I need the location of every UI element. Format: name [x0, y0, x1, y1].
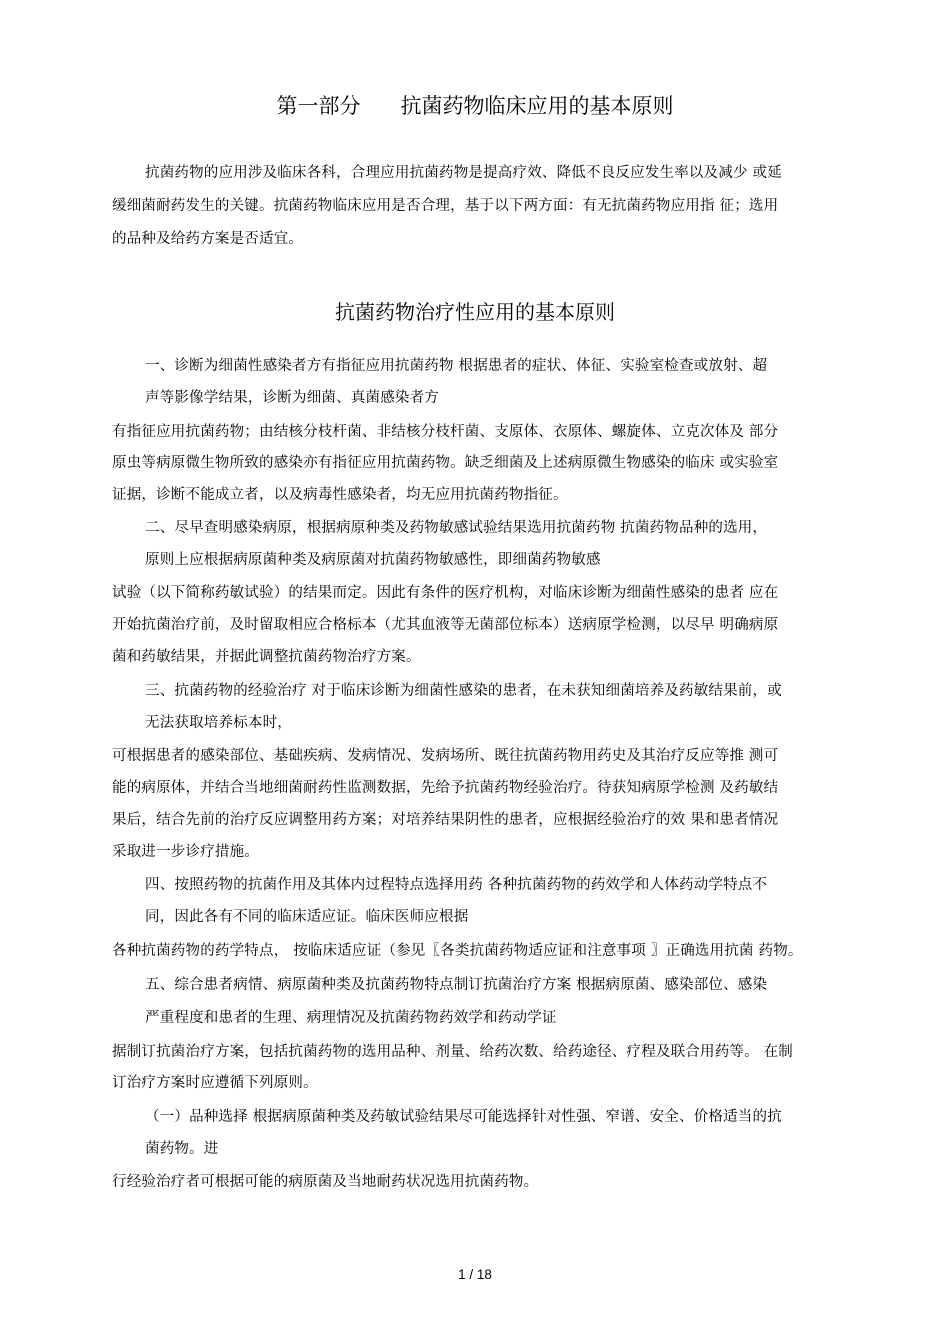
paragraph-line: 开始抗菌治疗前，及时留取相应合格标本（尤其血液等无菌部位标本）送病原学检测，以尽早 明确病原 — [112, 617, 779, 633]
paragraph-line: 果后，结合先前的治疗反应调整用药方案；对培养结果阴性的患者，应根据经验治疗的效 果和患者情况 — [112, 812, 779, 828]
paragraph-line: 各种抗菌药物的药学特点， 按临床适应证（参见〖各类抗菌药物适应证和注意事项 〗正确选用抗菌 药物。 — [112, 943, 803, 959]
page-number: 1 / 18 — [458, 1267, 492, 1282]
page-title: 第一部分 抗菌药物临床应用的基本原则 — [276, 94, 674, 118]
paragraph-line: 三、抗菌药物的经验治疗 对于临床诊断为细菌性感染的患者，在未获知细菌培养及药敏结果前，或 — [145, 683, 782, 699]
paragraph-line: 有指征应用抗菌药物；由结核分枝杆菌、非结核分枝杆菌、支原体、衣原体、螺旋体、立克次体及 部分 — [112, 424, 779, 440]
section-title: 抗菌药物治疗性应用的基本原则 — [335, 300, 615, 324]
paragraph-line: 二、尽早查明感染病原，根据病原种类及药物敏感试验结果选用抗菌药物 抗菌药物品种的选用， — [145, 520, 768, 536]
paragraph-line: 抗菌药物的应用涉及临床各科，合理应用抗菌药物是提高疗效、降低不良反应发生率以及减少 或延 — [145, 165, 782, 181]
paragraph-line: 四、按照药物的抗菌作用及其体内过程特点选择用药 各种抗菌药物的药效学和人体药动学特点不 — [145, 877, 768, 893]
paragraph-line: 行经验治疗者可根据可能的病原菌及当地耐药状况选用抗菌药物。 — [112, 1174, 539, 1190]
paragraph-line: 采取进一步诊疗措施。 — [112, 844, 259, 860]
paragraph-line: 缓细菌耐药发生的关键。抗菌药物临床应用是否合理，基于以下两方面：有无抗菌药物应用指 征；选用 — [112, 198, 779, 214]
paragraph-line: 的品种及给药方案是否适宜。 — [112, 231, 304, 247]
paragraph-line: 原则上应根据病原菌种类及病原菌对抗菌药物敏感性，即细菌药物敏感 — [145, 552, 601, 568]
paragraph-line: 能的病原体，并结合当地细菌耐药性监测数据，先给予抗菌药物经验治疗。待获知病原学检测 及药敏结 — [112, 780, 779, 796]
paragraph-line: 菌和药敏结果，并据此调整抗菌药物治疗方案。 — [112, 649, 421, 665]
paragraph-line: 菌药物。进 — [145, 1141, 219, 1157]
paragraph-line: （一）品种选择 根据病原菌种类及药敏试验结果尽可能选择针对性强、窄谱、安全、价格适当的抗 — [145, 1109, 782, 1125]
paragraph-line: 订治疗方案时应遵循下列原则。 — [112, 1075, 318, 1091]
paragraph-line: 证据，诊断不能成立者，以及病毒性感染者，均无应用抗菌药物指征。 — [112, 487, 568, 503]
paragraph-line: 一、诊断为细菌性感染者方有指征应用抗菌药物 根据患者的症状、体征、实验室检查或放射、超 — [145, 358, 768, 374]
paragraph-line: 无法获取培养标本时， — [145, 715, 292, 731]
paragraph-line: 原虫等病原微生物所致的感染亦有指征应用抗菌药物。缺乏细菌及上述病原微生物感染的临床 或实验室 — [112, 455, 779, 471]
paragraph-line: 声等影像学结果，诊断为细菌、真菌感染者方 — [145, 390, 439, 406]
paragraph-line: 可根据患者的感染部位、基础疾病、发病情况、发病场所、既往抗菌药物用药史及其治疗反应等推 测可 — [112, 748, 779, 764]
paragraph-line: 严重程度和患者的生理、病理情况及抗菌药物药效学和药动学证 — [145, 1010, 557, 1026]
paragraph-line: 五、综合患者病情、病原菌种类及抗菌药物特点制订抗菌治疗方案 根据病原菌、感染部位、感染 — [145, 977, 768, 993]
paragraph-line: 据制订抗菌治疗方案，包括抗菌药物的选用品种、剂量、给药次数、给药途径、疗程及联合用药等。 在制 — [112, 1044, 794, 1060]
paragraph-line: 同，因此各有不同的临床适应证。临床医师应根据 — [145, 909, 469, 925]
paragraph-line: 试验（以下简称药敏试验）的结果而定。因此有条件的医疗机构，对临床诊断为细菌性感染的患者 应在 — [112, 585, 779, 601]
